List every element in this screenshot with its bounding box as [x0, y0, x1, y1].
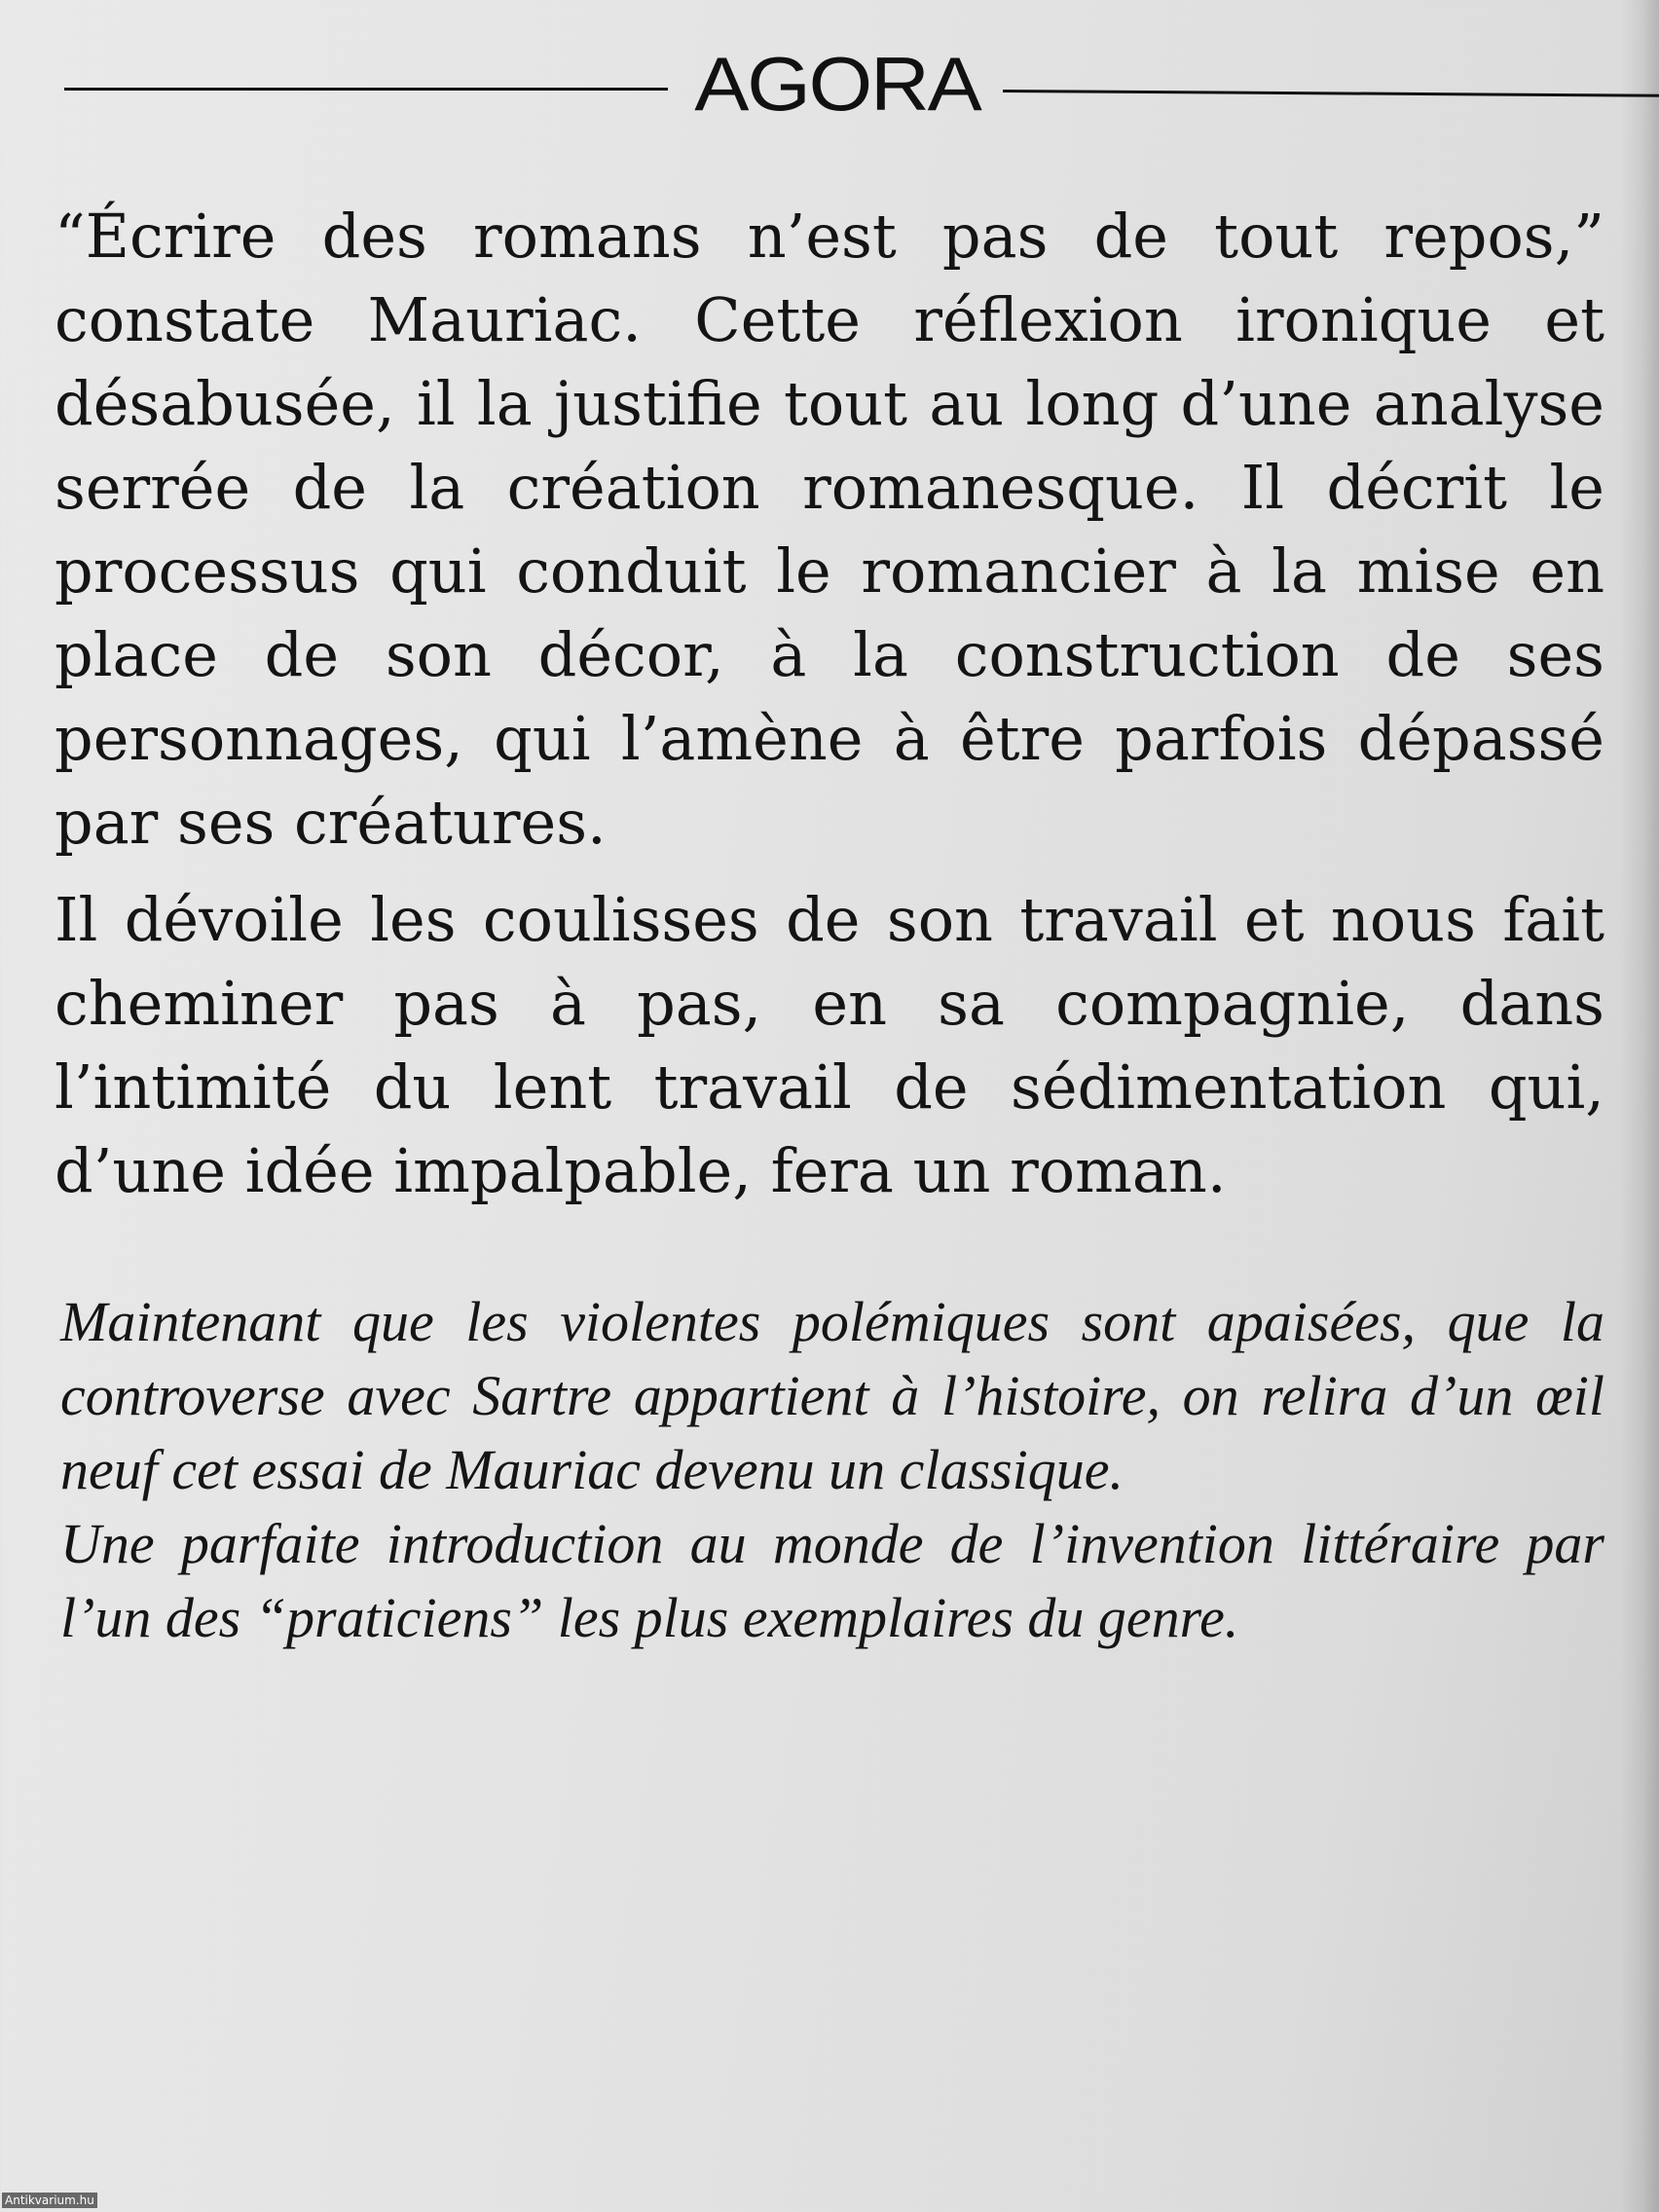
blurb-main	[55, 195, 1604, 1227]
italic-paragraph-2: Une parfaite introduction au monde de l’invention littéraire par l’un des “praticiens” les plus exemplaires du genre.	[60, 1512, 1604, 1649]
blurb-paragraph-1: “Écrire des romans n’est pas de tout repos,” constate Mauriac. Cette réflexion ironique et désabusée, il la justifie tout au long d’une analyse serrée de la création romanesque. Il décrit le processus qui conduit le romancier à la mise en place de son décor, à la construction de ses personnages, qui l’amène à être parfois dépassé par ses créatures.	[55, 201, 1604, 858]
source-watermark: Antikvarium.hu	[2, 2193, 97, 2208]
header-rule-left	[64, 88, 668, 91]
header-rule-right	[1003, 90, 1659, 97]
spine-shadow	[1620, 0, 1659, 2212]
series-header	[64, 41, 1603, 127]
blurb-paragraph-2: Il dévoile les coulisses de son travail et nous fait cheminer pas à pas, en sa compagnie, dans l’intimité du lent travail de sédimentation qui, d’une idée impalpable, fera un roman.	[55, 884, 1604, 1206]
blurb-italic	[60, 1285, 1604, 1655]
italic-paragraph-1: Maintenant que les violentes polémiques sont apaisées, que la controverse avec Sartre appartient à l’histoire, on relira d’un œil neuf cet essai de Mauriac devenu un classique.	[60, 1290, 1604, 1501]
series-logo: AGORA	[694, 41, 980, 127]
